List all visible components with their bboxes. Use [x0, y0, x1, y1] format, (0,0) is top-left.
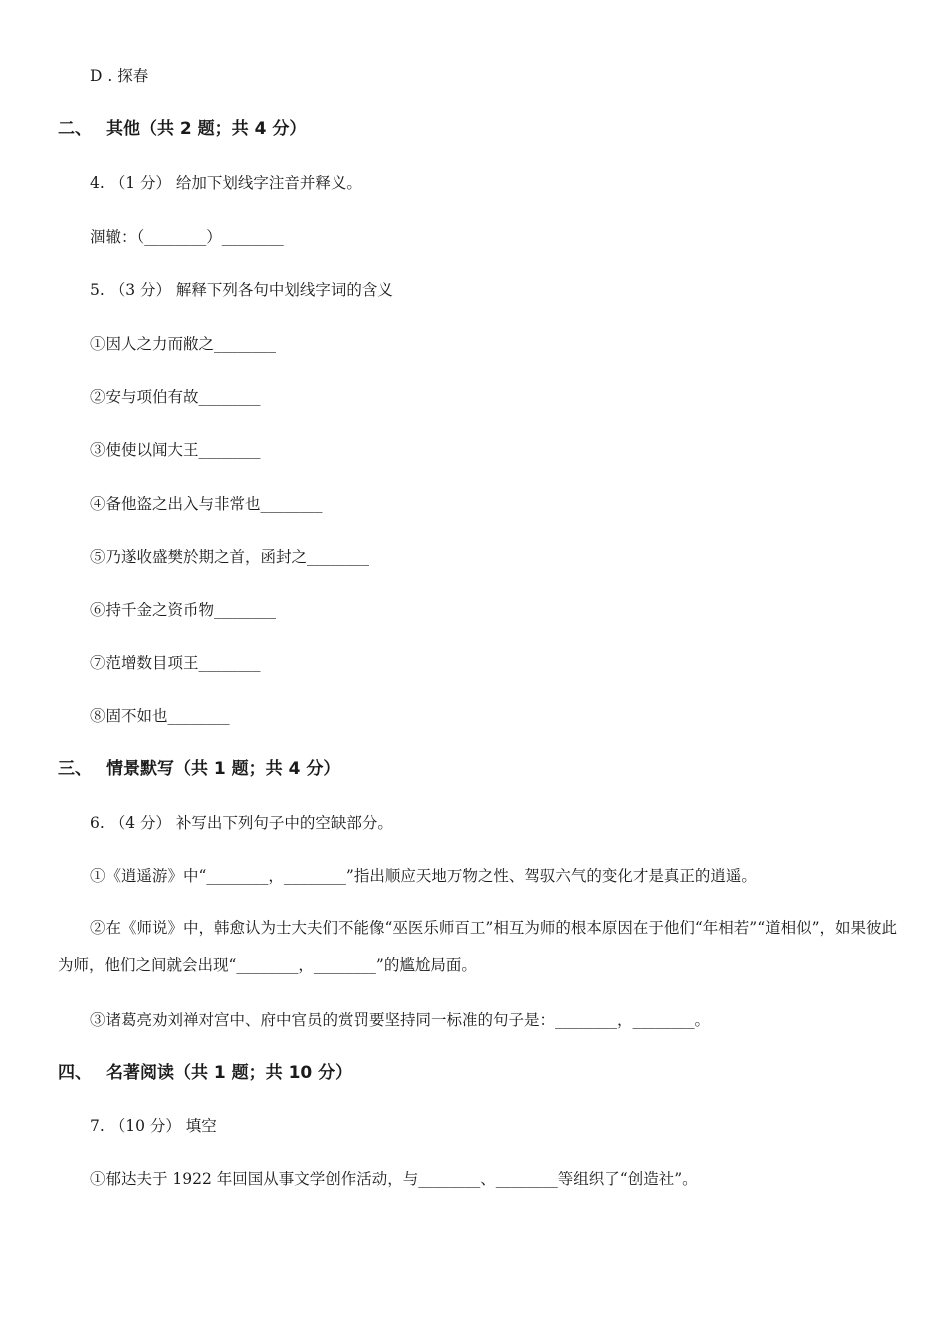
question-5-item-5: ⑤乃遂收盛樊於期之首，函封之________ — [90, 548, 370, 566]
question-4-stem: 4. （1 分） 给加下划线字注音并释义。 — [90, 174, 362, 192]
question-6-item-2: ②在《师说》中，韩愈认为士大夫们不能像“巫医乐师百工”相互为师的根本原因在于他们“年相若”“道相似”，如果彼此为师，他们之间就会出现“________，________”的尴尬局面。 — [58, 919, 898, 974]
question-7-stem: 7. （10 分） 填空 — [90, 1117, 217, 1135]
question-5-item-2: ②安与项伯有故________ — [90, 388, 261, 406]
question-5-item-1: ①因人之力而敝之________ — [90, 335, 277, 353]
section-title: 名著阅读（共 1 题；共 10 分） — [106, 1063, 353, 1083]
section-number: 二、 — [58, 119, 92, 139]
question-5-item-8: ⑧固不如也________ — [90, 707, 230, 725]
question-6-item-3: ③诸葛亮劝刘禅对宫中、府中官员的赏罚要坚持同一标准的句子是：________，________。 — [90, 1011, 711, 1029]
question-5-item-7: ⑦范增数目项王________ — [90, 654, 261, 672]
section-3-heading — [58, 758, 340, 780]
section-title: 情景默写（共 1 题；共 4 分） — [106, 759, 341, 779]
question-5-item-4: ④备他盗之出入与非常也________ — [90, 495, 323, 513]
question-5-item-3: ③使使以闻大王________ — [90, 441, 261, 459]
question-7-item-1: ①郁达夫于 1922 年回国从事文学创作活动，与________、________等组织了“创造社”。 — [90, 1170, 698, 1188]
section-4-heading — [58, 1062, 352, 1084]
question-6-item-1: ①《逍遥游》中“________，________”指出顺应天地万物之性、驾驭六气的变化才是真正的逍遥。 — [90, 867, 757, 885]
section-title: 其他（共 2 题；共 4 分） — [106, 119, 307, 139]
section-2-heading — [58, 118, 306, 140]
section-number: 四、 — [58, 1063, 92, 1083]
question-5-stem: 5. （3 分） 解释下列各句中划线字词的含义 — [90, 281, 393, 299]
question-6-stem: 6. （4 分） 补写出下列句子中的空缺部分。 — [90, 814, 393, 832]
section-number: 三、 — [58, 759, 92, 779]
question-4-blank: 涸辙：（________）________ — [90, 228, 284, 246]
question-5-item-6: ⑥持千金之资币物________ — [90, 601, 277, 619]
option-d: D . 探春 — [90, 67, 149, 85]
